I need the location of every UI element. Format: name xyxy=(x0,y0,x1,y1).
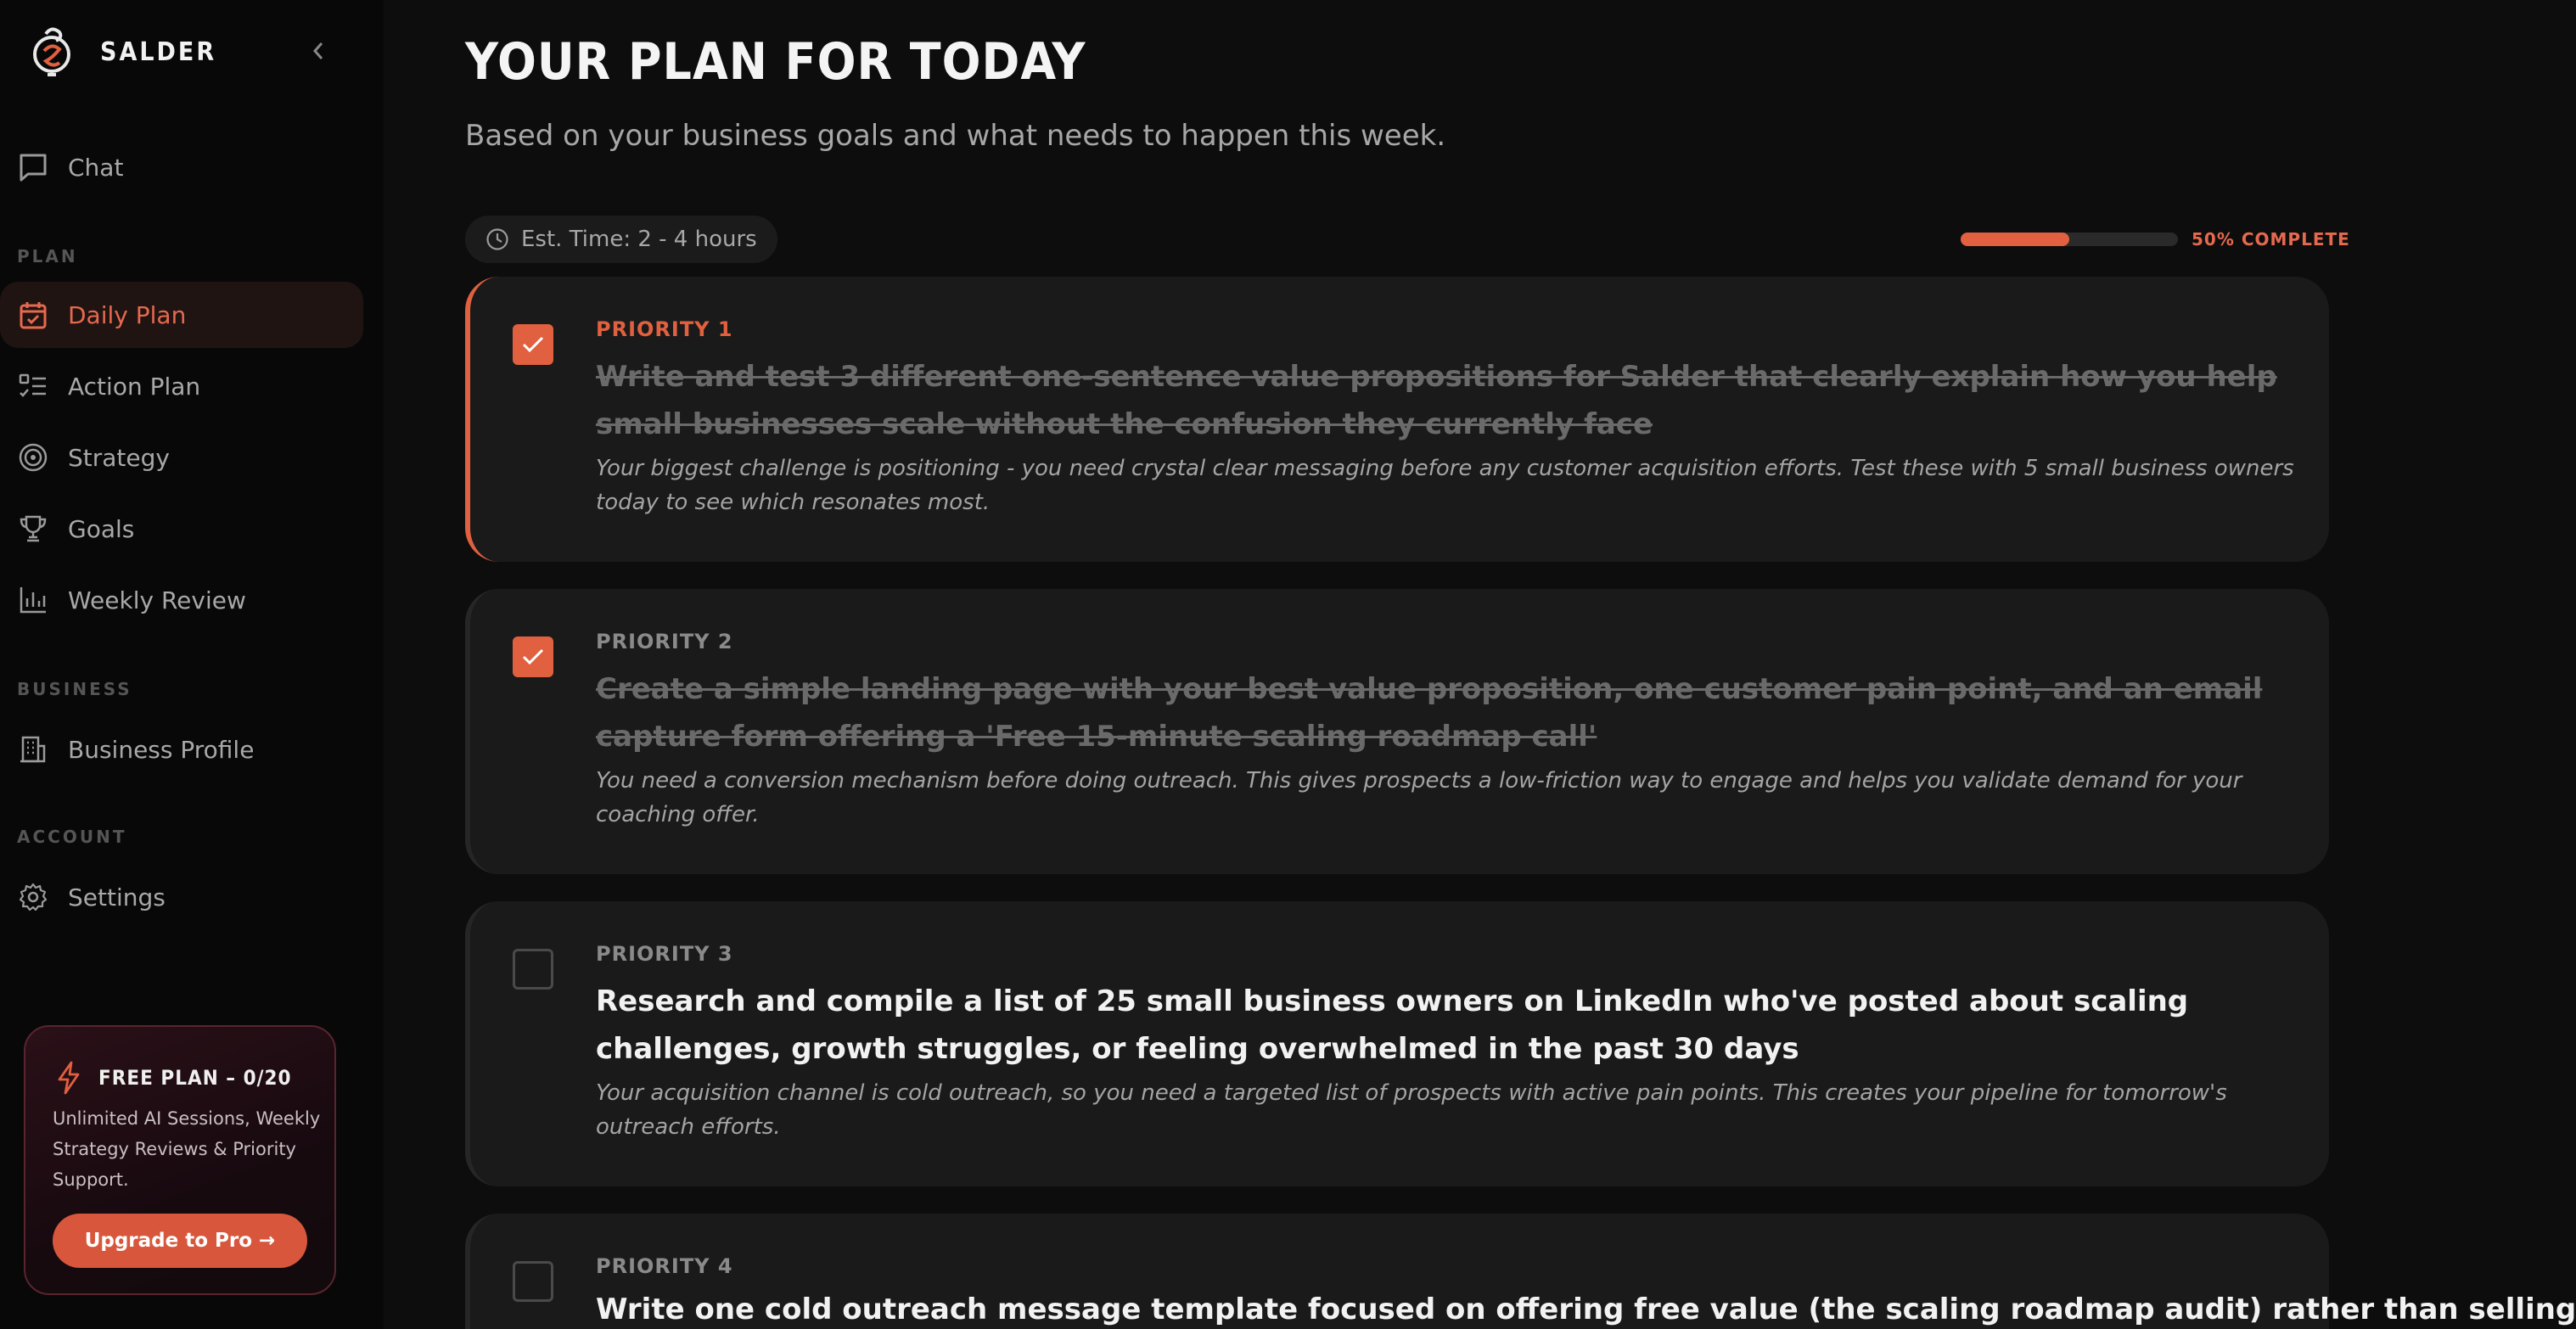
sidebar-item-label: Strategy xyxy=(68,443,170,472)
progress-fill xyxy=(1961,233,2069,246)
upgrade-to-pro-button[interactable]: Upgrade to Pro → xyxy=(53,1214,307,1268)
priority-checkbox[interactable] xyxy=(513,949,553,990)
gear-icon xyxy=(17,881,49,913)
sidebar-item-business-profile[interactable] xyxy=(0,716,363,782)
priority-label: PRIORITY 2 xyxy=(596,630,733,653)
sidebar-item-chat[interactable] xyxy=(0,134,363,200)
sidebar-item-settings[interactable] xyxy=(0,864,363,930)
main-content xyxy=(384,0,2576,1329)
brand[interactable] xyxy=(31,22,216,81)
priority-task: Write one cold outreach message template focused on offering free value (the scaling roadmap audit) rather than selling xyxy=(596,1293,2576,1326)
target-icon xyxy=(17,441,49,474)
sidebar-item-label: Chat xyxy=(68,153,124,182)
collapse-sidebar-button[interactable] xyxy=(306,36,331,66)
sidebar-item-daily-plan[interactable] xyxy=(0,282,363,348)
sidebar-item-weekly-review[interactable] xyxy=(0,567,363,633)
sidebar-item-label: Weekly Review xyxy=(68,586,246,614)
priority-checkbox[interactable] xyxy=(513,1261,553,1302)
est-time-badge xyxy=(465,216,777,263)
priority-card xyxy=(465,277,2329,562)
page-subtitle: Based on your business goals and what needs to happen this week. xyxy=(465,119,1446,153)
priority-rationale: Your acquisition channel is cold outreach, so you need a targeted list of prospects with active pain points. This creates your pipeline for tomorrow's outreach efforts. xyxy=(596,1080,2227,1140)
priority-label: PRIORITY 1 xyxy=(596,317,733,341)
chat-icon xyxy=(17,151,49,183)
priority-checkbox[interactable] xyxy=(513,636,553,677)
priority-rationale: You need a conversion mechanism before doing outreach. This gives prospects a low-friction way to engage and helps you validate demand for your coaching offer. xyxy=(596,768,2242,827)
progress-bar xyxy=(1961,233,2178,246)
sidebar-item-label: Settings xyxy=(68,883,166,911)
priority-card xyxy=(465,589,2329,874)
priority-card xyxy=(465,1214,2576,1329)
lightning-icon xyxy=(56,1061,81,1095)
free-plan-description: Unlimited AI Sessions, Weekly Strategy Reviews & Priority Support. xyxy=(53,1108,321,1190)
priority-card xyxy=(465,901,2329,1186)
sidebar-item-label: Goals xyxy=(68,514,135,543)
sidebar xyxy=(0,0,384,1329)
section-label-plan: PLAN xyxy=(17,246,78,266)
free-plan-title: FREE PLAN – 0/20 xyxy=(98,1066,292,1090)
checklist-icon xyxy=(17,370,49,402)
bar-chart-icon xyxy=(17,584,49,616)
sidebar-item-action-plan[interactable] xyxy=(0,353,363,419)
priority-label: PRIORITY 3 xyxy=(596,942,733,966)
free-plan-card xyxy=(24,1025,336,1295)
priority-task: Create a simple landing page with your best value proposition, one customer pain point, and an email capture form offering a 'Free 15-minute scaling roadmap call' xyxy=(596,672,2263,754)
priority-task: Write and test 3 different one-sentence value propositions for Salder that clearly explain how you help small businesses scale without the confusion they currently face xyxy=(596,360,2277,441)
priority-rationale: Your biggest challenge is positioning - you need crystal clear messaging before any customer acquisition efforts. Test these with 5 small business owners today to see which resonates most. xyxy=(596,456,2294,515)
calendar-check-icon xyxy=(17,299,49,331)
free-plan-header xyxy=(56,1061,292,1095)
section-label-business: BUSINESS xyxy=(17,679,132,699)
sidebar-item-goals[interactable] xyxy=(0,496,363,562)
building-icon xyxy=(17,733,49,765)
priority-label: PRIORITY 4 xyxy=(596,1254,733,1278)
clock-icon xyxy=(485,227,509,251)
checkmark-icon xyxy=(521,335,545,354)
sidebar-item-label: Action Plan xyxy=(68,372,201,401)
priority-checkbox[interactable] xyxy=(513,324,553,365)
brand-name: SALDER xyxy=(100,36,217,67)
priority-task: Research and compile a list of 25 small business owners on LinkedIn who've posted about scaling challenges, growth struggles, or feeling overwhelmed in the past 30 days xyxy=(596,984,2189,1066)
checkmark-icon xyxy=(521,648,545,666)
chevron-left-icon xyxy=(311,41,325,61)
page-title: YOUR PLAN FOR TODAY xyxy=(465,32,1086,92)
trophy-icon xyxy=(17,513,49,545)
progress-label: 50% COMPLETE xyxy=(2192,229,2350,250)
section-label-account: ACCOUNT xyxy=(17,827,127,847)
sidebar-item-label: Business Profile xyxy=(68,735,255,764)
salder-logo-icon xyxy=(31,24,73,80)
est-time-text: Est. Time: 2 - 4 hours xyxy=(521,227,757,252)
sidebar-item-label: Daily Plan xyxy=(68,300,187,329)
sidebar-item-strategy[interactable] xyxy=(0,424,363,491)
